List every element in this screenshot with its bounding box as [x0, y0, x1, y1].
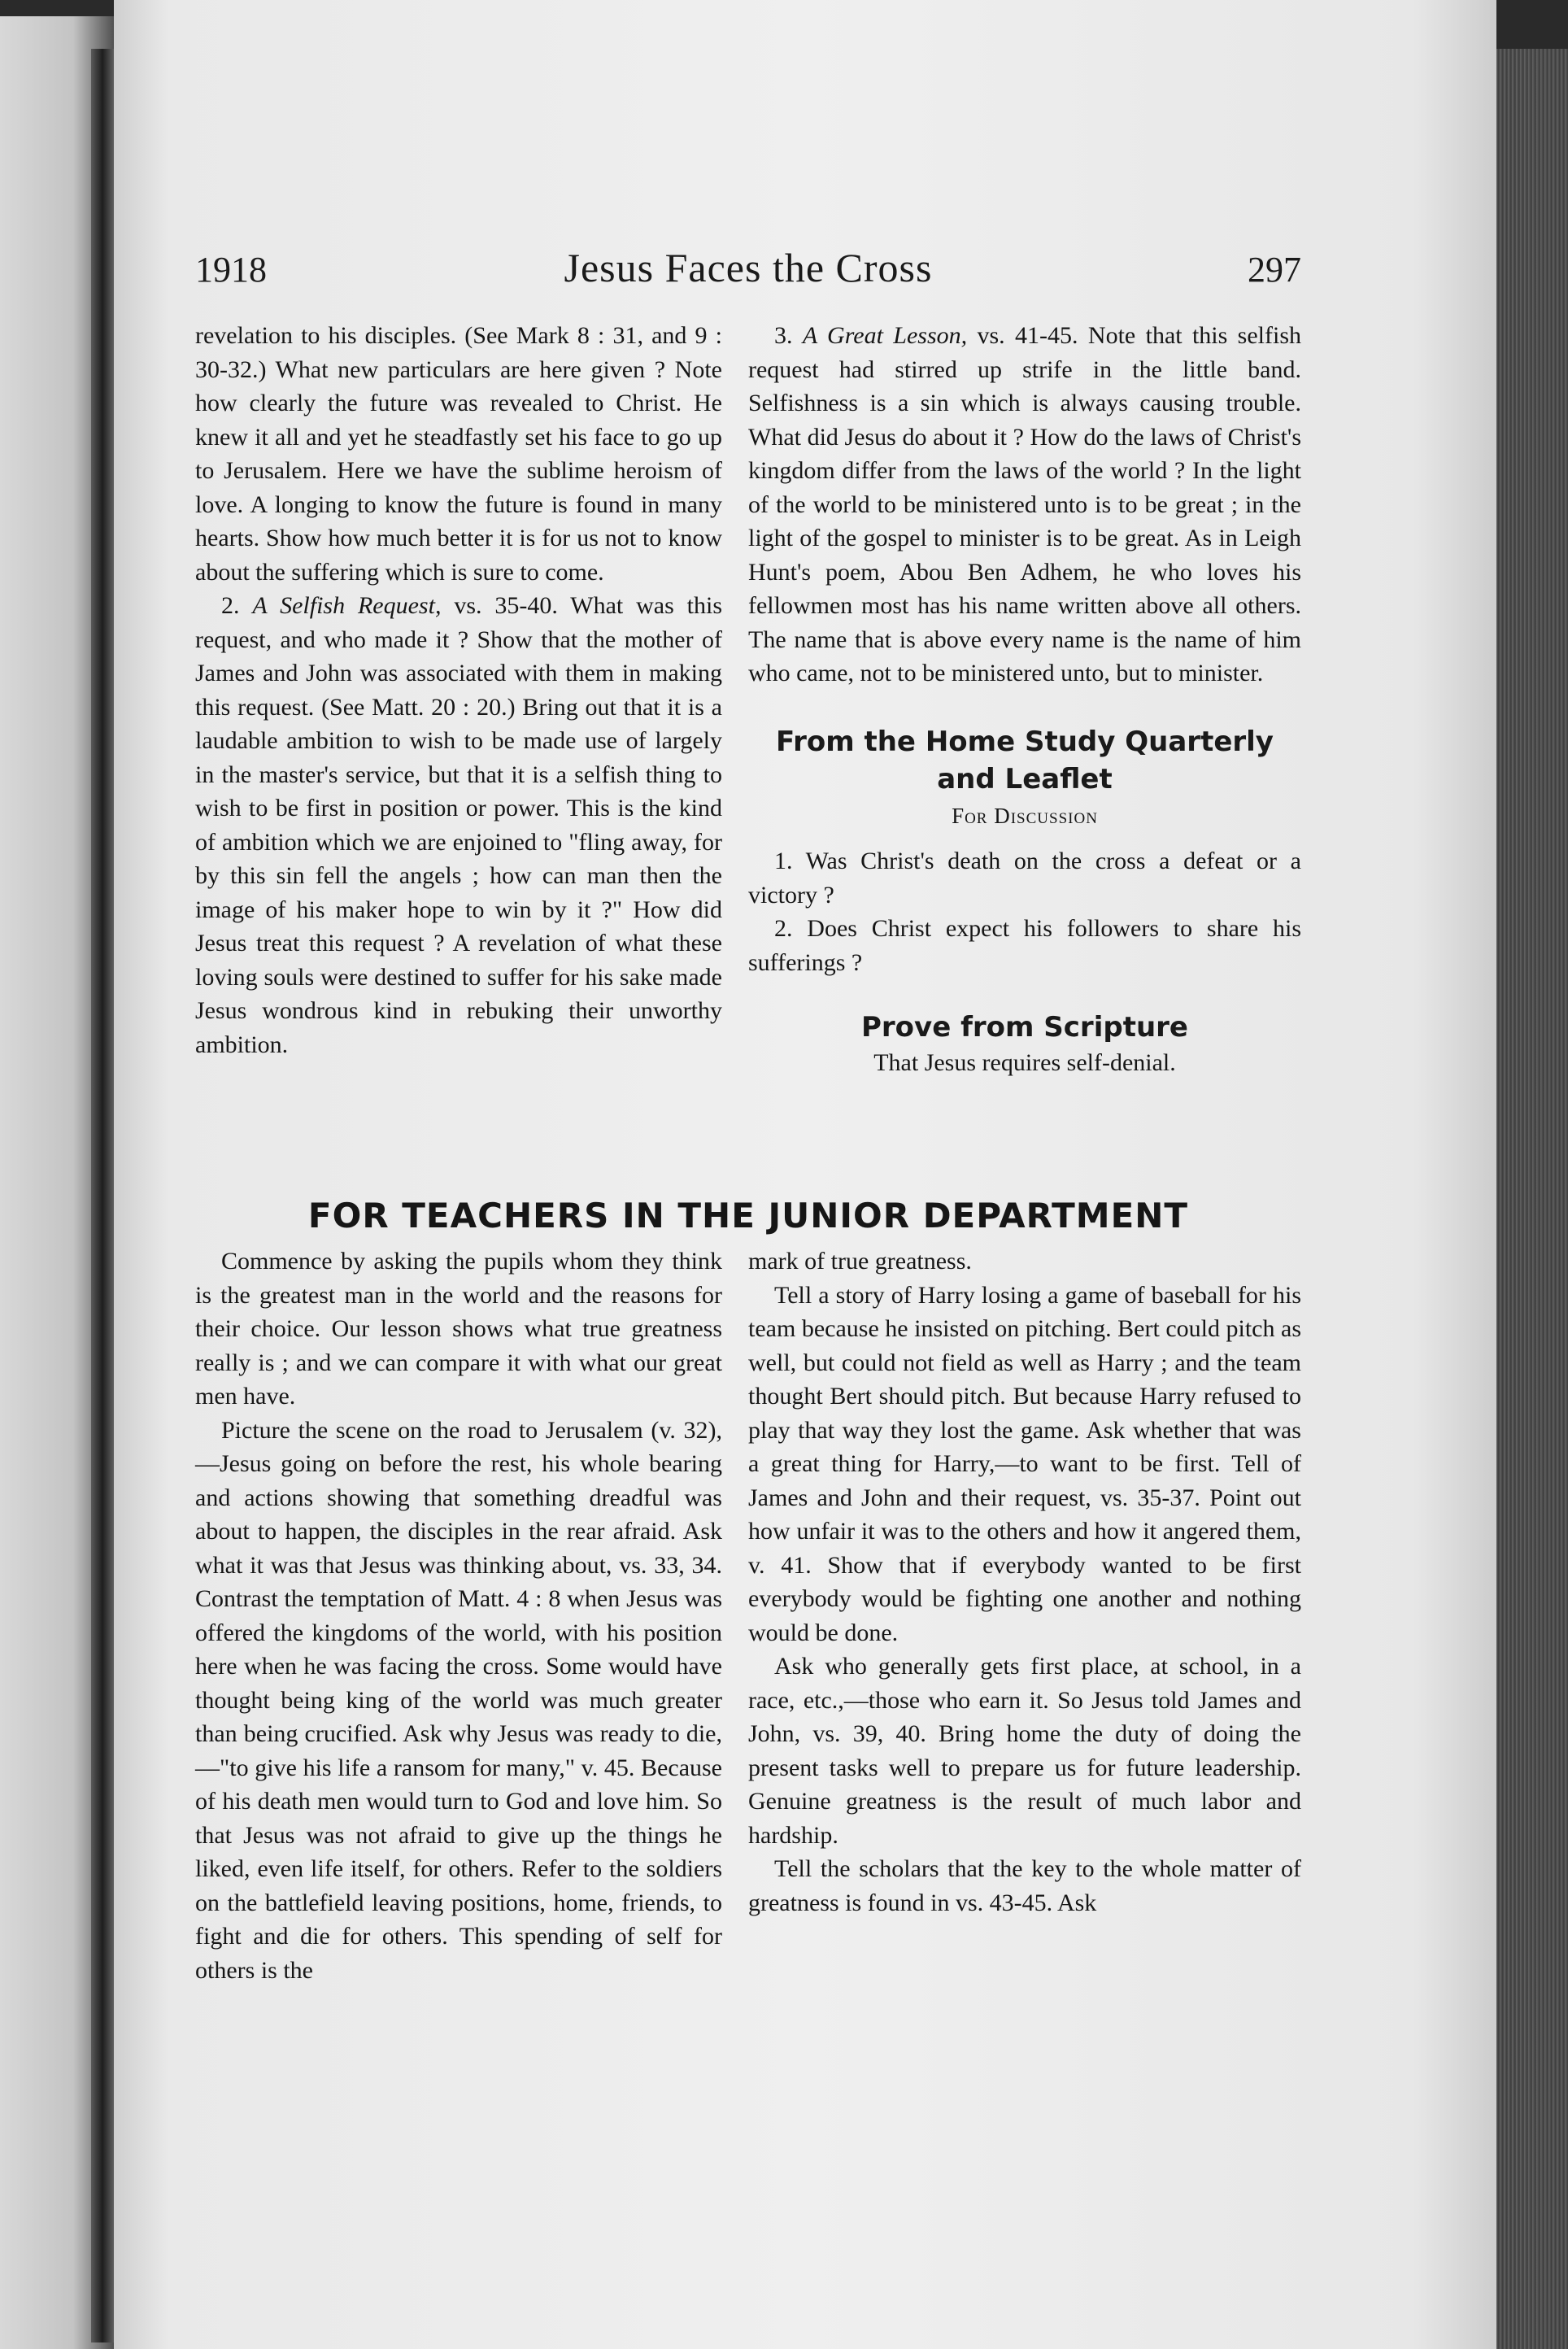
- paragraph: mark of true greatness.: [748, 1248, 972, 1275]
- paragraph: Ask who generally gets first place, at school, in a race, etc.,—those who earn it. So Jesus told James and John, vs. 39, 40. Bring home the duty of doing the present tasks well to prepare us for future leadership. Genuine greatness is the result of much labor and hardship.: [748, 1653, 1301, 1849]
- selfish-request-paragraph: [195, 589, 722, 1061]
- header-year: 1918: [195, 250, 267, 290]
- section-text: vs. 41-45. Note that this selfish request had stirred up strife in the little band. Selfishness is a sin which is always causing trouble. What did Jesus do about it ? How do the laws of Christ's kingdom differ from the laws of the world ? In the light of the world to be ministered unto is to be great ; in the light of the gospel to minister is to be great. As in Leigh Hunt's poem, Abou Ben Adhem, he who loves his fellowmen most has his name written above all others. The name that is above every name is the name of him who came, not to be ministered unto, but to minister.: [748, 322, 1302, 686]
- section-text: vs. 35-40. What was this request, and who made it ? Show that the mother of James and John was associated with them in making this request. (See Matt. 20 : 20.) Bring out that it is a laudable ambition to wish to be made use of largely in the master's service, but that it is a selfish thing to wish to be first in position or power. This is the kind of ambition which we are enjoined to "fling away, for by this sin fell the angels ; how can man then the image of his maker hope to win by it ?" How did Jesus treat this request ? A revelation of what these loving souls were destined to suffer for his sake made Jesus wondrous kind in rebuking their unworthy ambition.: [195, 592, 723, 1058]
- header-title: Jesus Faces the Cross: [564, 245, 933, 290]
- upper-right-column: [748, 319, 1301, 1080]
- section-number: 2.: [221, 592, 240, 619]
- junior-left-column: [195, 1244, 722, 1987]
- running-header: [195, 244, 1301, 301]
- page-number: 297: [1248, 250, 1301, 290]
- great-lesson-paragraph: [748, 319, 1301, 691]
- book-gutter: [91, 49, 114, 2342]
- discussion-question: 1. Was Christ's death on the cross a defeat or a victory ?: [748, 848, 1301, 909]
- page-edges: [1488, 49, 1568, 2349]
- section-title: A Selfish Request,: [252, 592, 442, 619]
- section-number: 3.: [774, 322, 793, 349]
- paragraph: Tell the scholars that the key to the whole matter of greatness is found in vs. 43-45. Ask: [748, 1855, 1301, 1916]
- paragraph: Commence by asking the pupils whom they think is the greatest man in the world and the reasons for their choice. Our lesson shows what true greatness really is ; and we can compare it with what our great men have.: [195, 1248, 722, 1410]
- junior-department-heading: FOR TEACHERS IN THE JUNIOR DEPARTMENT: [307, 1196, 1189, 1236]
- scripture-heading: Prove from Scripture: [861, 1011, 1188, 1044]
- home-study-heading: From the Home Study Quarterly and Leaflet: [776, 725, 1274, 795]
- scripture-text: That Jesus requires self-denial.: [873, 1049, 1176, 1076]
- paragraph: revelation to his disciples. (See Mark 8 : 31, and 9 : 30-32.) What new particulars are here given ? Note how clearly the future was revealed to Christ. He knew it all and yet he steadfastly set his face to go up to Jerusalem. Here we have the sublime heroism of love. A longing to know the future is found in many hearts. Show how much better it is for us not to know about the suffering which is sure to come.: [195, 322, 722, 586]
- section-title: A Great Lesson,: [802, 322, 968, 349]
- paragraph: Tell a story of Harry losing a game of baseball for his team because he insisted on pitching. Bert could pitch as well, but could not field as well as Harry ; and the team thought Bert should pitch. But because Harry refused to play that way they lost the game. Ask whether that was a great thing for Harry,—to want to be first. Tell of James and John and their request, vs. 35-37. Point out how unfair it was to the others and how it angered them, v. 41. Show that if everybody wanted to be first everybody would be fighting one another and nothing would be done.: [748, 1281, 1301, 1646]
- discussion-question: 2. Does Christ expect his followers to share his sufferings ?: [748, 915, 1301, 976]
- paragraph: Picture the scene on the road to Jerusalem (v. 32),—Jesus going on before the rest, his whole bearing and actions showing that something dreadful was about to happen, the disciples in the rear afraid. Ask what it was that Jesus was thinking about, vs. 33, 34. Contrast the temptation of Matt. 4 : 8 when Jesus was offered the kingdoms of the world, with his position here when he was facing the cross. Some would have thought being king of the world was much greater than being crucified. Ask why Jesus was ready to die,—"to give his life a ransom for many," v. 45. Because of his death men would turn to God and love him. So that Jesus was not afraid to give up the things he liked, even life itself, for others. Refer to the soldiers on the battlefield leaving positions, home, friends, to fight and die for others. This spending of self for others is the: [195, 1416, 722, 1984]
- upper-left-column: [195, 319, 722, 1061]
- junior-right-column: [748, 1244, 1301, 1920]
- discussion-subheading: For Discussion: [952, 803, 1098, 828]
